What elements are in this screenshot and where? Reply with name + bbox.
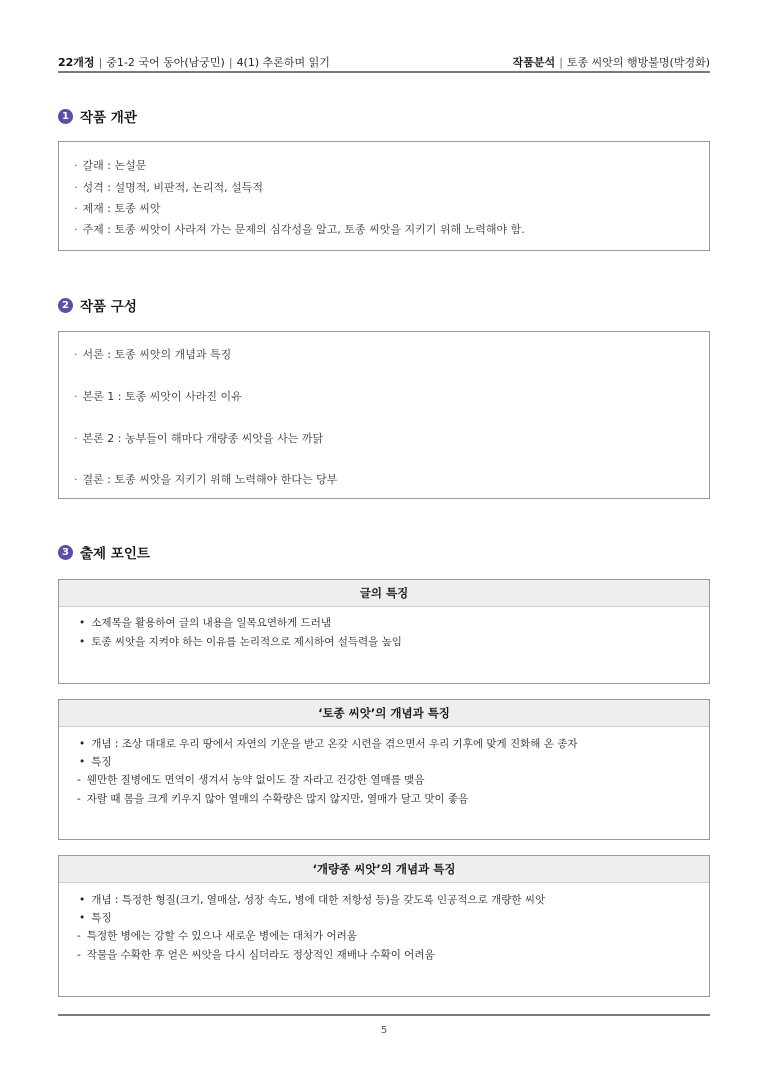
structure-box [58,331,710,499]
structure-item: · 서론 : 토종 씨앗의 개념과 특징 [74,346,231,362]
card-line: • 토종 씨앗을 지켜야 하는 이유를 논리적으로 제시하여 설득력을 높임 [79,634,402,649]
card-heading: ‘개량종 씨앗’의 개념과 특징 [59,856,709,883]
section-2-title [58,295,137,315]
page-header [58,51,710,71]
section-number-icon: 1 [58,109,73,124]
course-label: 중1-2 국어 동아(남궁민) [106,56,225,69]
card-line: • 개념 : 특정한 형질(크기, 열매살, 성장 속도, 병에 대한 저항성 등)을 갖도록 인공적으로 개량한 씨앗 [79,892,545,907]
footer-divider [58,1014,710,1016]
doc-type-label: 작품분석 [512,56,556,69]
overview-item: · 주제 : 토종 씨앗이 사라져 가는 문제의 심각성을 알고, 토종 씨앗을 지키기 위해 노력해야 함. [74,221,525,237]
work-title-label: 토종 씨앗의 행방불명(박경화) [566,56,710,69]
card-line: • 특징 [79,754,112,769]
unit-label: 4(1) 추론하며 읽기 [236,56,330,69]
section-title-text: 작품 개관 [80,110,137,126]
card-line: - 작물을 수확한 후 얻은 씨앗을 다시 심더라도 정상적인 재배나 수확이 어려움 [77,947,435,962]
card-line: • 소제목을 활용하여 글의 내용을 일목요연하게 드러냄 [79,615,331,630]
header-right: 작품분석 | 토종 씨앗의 행방불명(박경화) [512,56,710,69]
card-line: • 개념 : 조상 대대로 우리 땅에서 자연의 기운을 받고 온갖 시련을 겪으면서 우리 기후에 맞게 진화해 온 종자 [79,736,578,751]
card-heading: ‘토종 씨앗’의 개념과 특징 [59,700,709,727]
structure-item: · 본론 1 : 토종 씨앗이 사라진 이유 [74,388,242,404]
curriculum-label: 22개정 [58,56,95,69]
header-left: 22개정 | 중1-2 국어 동아(남궁민) | 4(1) 추론하며 읽기 [58,56,330,69]
section-title-text: 출제 포인트 [80,546,150,562]
card-line: • 특징 [79,910,112,925]
card-heading: 글의 특징 [59,580,709,607]
point-card-features [58,579,710,684]
card-line: - 특정한 병에는 강할 수 있으나 새로운 병에는 대처가 어려움 [77,928,357,943]
overview-item: · 제재 : 토종 씨앗 [74,200,160,216]
section-number-icon: 3 [58,545,73,560]
section-1-title [58,106,137,126]
point-card-improved-seed [58,855,710,997]
card-line: - 자랄 때 몸을 크게 키우지 않아 열매의 수확량은 많지 않지만, 열매가 달고 맛이 좋음 [77,791,468,806]
section-title-text: 작품 구성 [80,299,137,315]
point-card-native-seed [58,699,710,840]
section-number-icon: 2 [58,298,73,313]
header-divider [58,71,710,73]
page-number: 5 [380,1025,388,1036]
section-3-title [58,542,150,562]
overview-item: · 성격 : 설명적, 비판적, 논리적, 설득적 [74,179,263,195]
structure-item: · 결론 : 토종 씨앗을 지키기 위해 노력해야 한다는 당부 [74,471,337,487]
structure-item: · 본론 2 : 농부들이 해마다 개량종 씨앗을 사는 까닭 [74,430,323,446]
overview-box [58,141,710,251]
card-line: - 웬만한 질병에도 면역이 생겨서 농약 없이도 잘 자라고 건강한 열매를 맺음 [77,772,424,787]
overview-item: · 갈래 : 논설문 [74,157,146,173]
